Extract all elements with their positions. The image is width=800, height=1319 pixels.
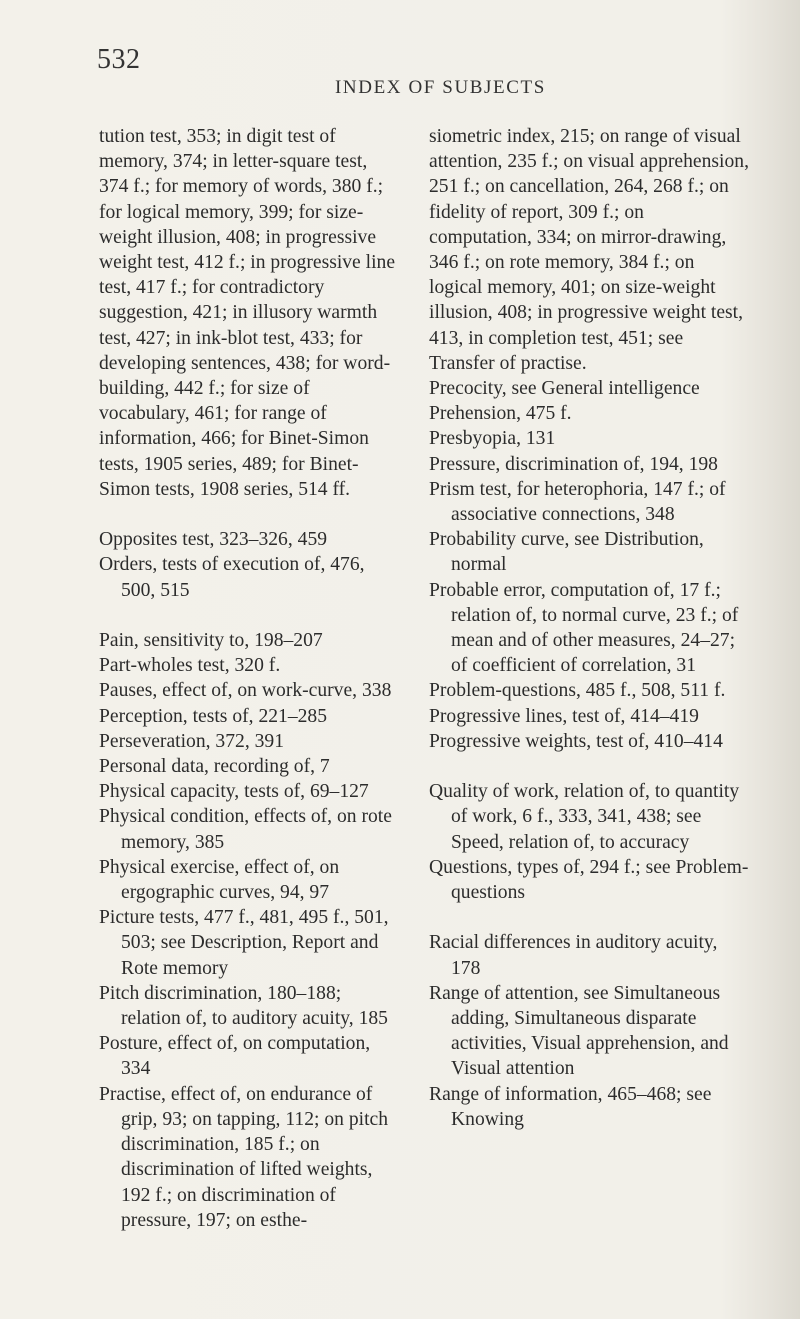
- index-column-left: [99, 124, 399, 1233]
- index-entry: Pitch discrimination, 180–188; relation of, to auditory acuity, 185: [99, 982, 388, 1030]
- index-entry: Practise, effect of, on endurance of grip, 93; on tapping, 112; on pitch discrimination, 185 f.; on discrimination of lifted weights, 192 f.; on discrimination of pressure, 197; on esthe-: [99, 1083, 389, 1231]
- index-entry: Physical capacity, tests of, 69–127: [99, 781, 369, 803]
- index-entry: Prehension, 475 f.: [429, 403, 572, 425]
- index-column-right: [429, 124, 749, 1132]
- index-entry: Pauses, effect of, on work-curve, 338: [99, 680, 392, 702]
- index-entry: Quality of work, relation of, to quantity of work, 6 f., 333, 341, 438; see Speed, relation of, to accuracy: [429, 781, 740, 853]
- page-header: [0, 44, 800, 104]
- index-entry: Opposites test, 323–326, 459: [99, 529, 328, 551]
- index-entry: Perception, tests of, 221–285: [99, 705, 328, 727]
- page-number: 532: [97, 44, 141, 75]
- index-entry: Posture, effect of, on computation, 334: [99, 1033, 371, 1080]
- index-entry: tution test, 353; in digit test of memory, 374; in letter-square test, 374 f.; for memory of words, 380 f.; for logical memory, 399; for size-weight illusion, 408; in progressive weight test, 412 f.; in progressive line test, 417 f.; for contradictory suggestion, 421; in illusory warmth test, 427; in ink-blot test, 433; for developing sentences, 438; for word-building, 442 f.; for size of vocabulary, 461; for range of information, 466; for Binet-Simon tests, 1905 series, 489; for Binet-Simon tests, 1908 series, 514 ff.: [99, 126, 396, 500]
- index-entry: Progressive lines, test of, 414–419: [429, 705, 699, 727]
- index-entry: Prism test, for heterophoria, 147 f.; of associative connections, 348: [429, 478, 726, 526]
- index-entry: Racial differences in auditory acuity, 178: [429, 932, 718, 979]
- index-entry: Progressive weights, test of, 410–414: [429, 730, 723, 752]
- index-entry: Questions, types of, 294 f.; see Problem-questions: [429, 856, 749, 904]
- index-entry: siometric index, 215; on range of visual attention, 235 f.; on visual apprehension, 251 f.; on cancellation, 264, 268 f.; on fidelity of report, 309 f.; on computation, 334; on mirror-drawing, 346 f.; on rote memory, 384 f.; on logical memory, 401; on size-weight illusion, 408; in progressive weight test, 413, in completion test, 451; see Transfer of practise.: [429, 126, 749, 374]
- index-entry: Problem-questions, 485 f., 508, 511 f.: [429, 680, 726, 702]
- index-entry: Probability curve, see Distribution, normal: [429, 529, 704, 576]
- index-entry: Presbyopia, 131: [429, 428, 556, 450]
- index-entry: Personal data, recording of, 7: [99, 756, 330, 778]
- running-head: INDEX OF SUBJECTS: [335, 77, 546, 98]
- index-entry: Physical exercise, effect of, on ergographic curves, 94, 97: [99, 856, 340, 904]
- index-entry: Picture tests, 477 f., 481, 495 f., 501, 503; see Description, Report and Rote memory: [99, 907, 389, 979]
- index-entry: Precocity, see General intelligence: [429, 378, 700, 400]
- index-entry: Orders, tests of execution of, 476, 500, 515: [99, 554, 365, 601]
- index-entry: Range of information, 465–468; see Knowing: [429, 1083, 712, 1130]
- index-entry: Part-wholes test, 320 f.: [99, 655, 281, 677]
- index-entry: Perseveration, 372, 391: [99, 730, 285, 752]
- index-entry: Pressure, discrimination of, 194, 198: [429, 453, 718, 475]
- index-entry: Physical condition, effects of, on rote memory, 385: [99, 806, 392, 853]
- index-entry: Range of attention, see Simultaneous adding, Simultaneous disparate activities, Visual apprehension, and Visual attention: [429, 982, 729, 1080]
- index-entry: Probable error, computation of, 17 f.; relation of, to normal curve, 23 f.; of mean and of other measures, 24–27; of coefficient of correlation, 31: [429, 579, 739, 677]
- index-entry: Pain, sensitivity to, 198–207: [99, 630, 323, 652]
